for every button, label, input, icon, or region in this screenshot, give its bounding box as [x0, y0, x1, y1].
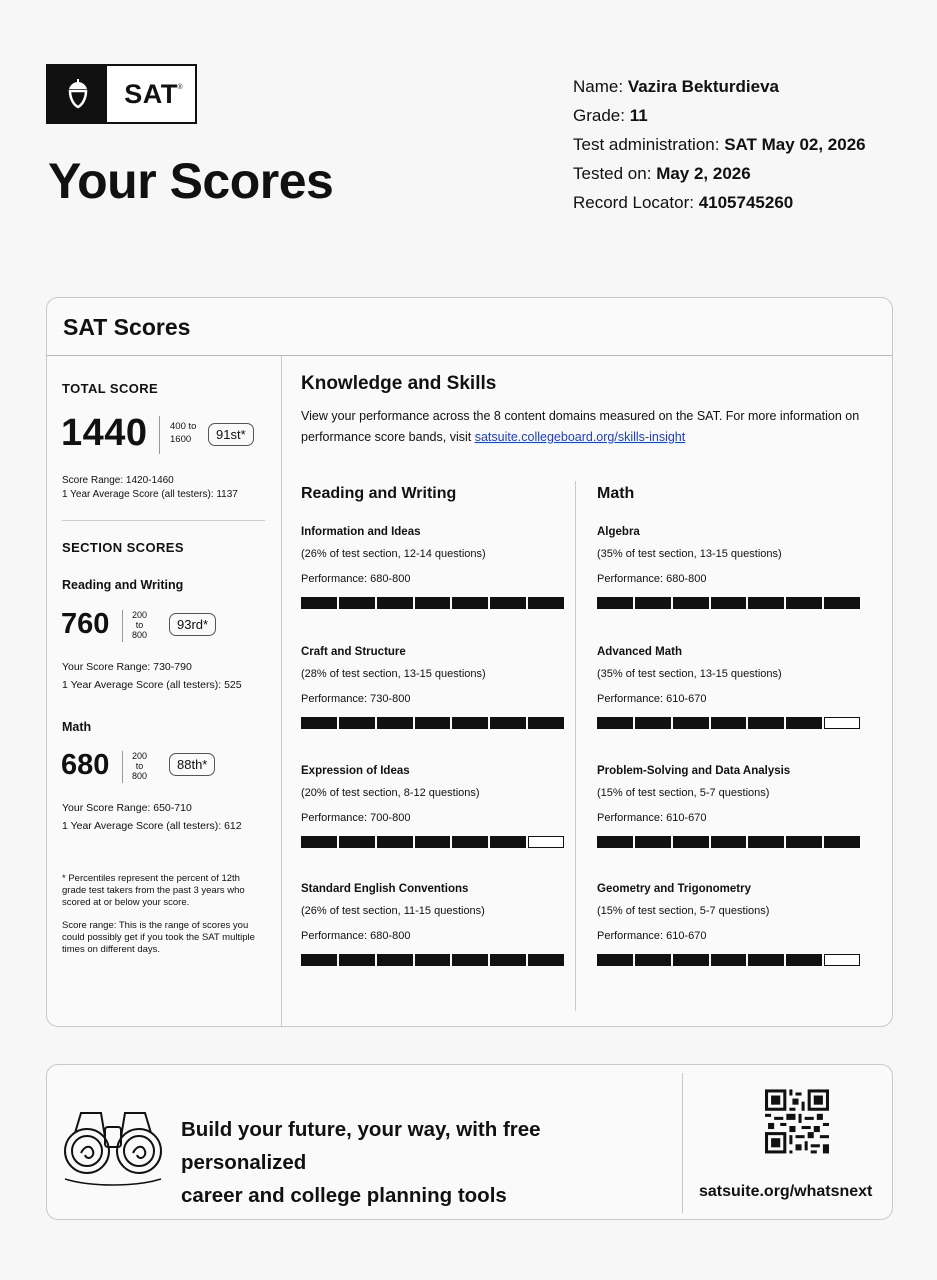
acorn-icon — [48, 66, 107, 122]
reading-writing-percentile-badge: 93rd* — [169, 613, 216, 636]
reading-writing-average: 1 Year Average Score (all testers): 525 — [62, 679, 242, 691]
math-percentile-badge: 88th* — [169, 753, 215, 776]
bar-segment-filled — [711, 836, 747, 848]
bar-segment-filled — [786, 836, 822, 848]
performance-bar — [301, 836, 564, 848]
domain-block — [301, 765, 571, 848]
bar-segment-filled — [673, 954, 709, 966]
sat-wordmark: SAT ® — [124, 78, 183, 109]
math-score-range: Your Score Range: 650-710 — [62, 802, 192, 814]
domain-weight: (35% of test section, 13-15 questions) — [597, 548, 782, 560]
math-domains-title: Math — [597, 485, 635, 502]
bar-segment-filled — [635, 717, 671, 729]
total-score-scale: 400 to 1600 — [170, 421, 197, 445]
domain-performance: Performance: 680-800 — [301, 573, 411, 585]
bar-segment-filled — [673, 597, 709, 609]
bar-segment-filled — [377, 954, 413, 966]
total-percentile-badge: 91st* — [208, 423, 254, 446]
performance-bar — [597, 597, 860, 609]
bar-segment-filled — [528, 717, 564, 729]
bar-segment-empty — [528, 836, 564, 848]
card-title: SAT Scores — [63, 314, 191, 340]
domain-block — [597, 883, 867, 966]
bar-segment-filled — [415, 836, 451, 848]
bar-segment-filled — [748, 717, 784, 729]
bar-segment-filled — [452, 717, 488, 729]
bar-segment-filled — [711, 597, 747, 609]
bar-segment-filled — [339, 954, 375, 966]
whatsnext-link[interactable]: satsuite.org/whatsnext — [699, 1183, 873, 1200]
percentile-footnote: * Percentiles represent the percent of 12th grade test takers from the past 3 years who scored at or below your score. — [62, 873, 245, 908]
bar-segment-filled — [377, 836, 413, 848]
bar-segment-filled — [452, 954, 488, 966]
bar-segment-filled — [301, 597, 337, 609]
bar-segment-filled — [301, 836, 337, 848]
math-score: 680 — [61, 749, 110, 781]
bar-segment-filled — [786, 597, 822, 609]
domain-performance: Performance: 610-670 — [597, 693, 707, 705]
divider — [682, 1073, 683, 1213]
bar-segment-filled — [452, 836, 488, 848]
bar-segment-filled — [597, 717, 633, 729]
domain-performance: Performance: 700-800 — [301, 812, 411, 824]
domain-weight: (20% of test section, 8-12 questions) — [301, 787, 480, 799]
domain-weight: (28% of test section, 13-15 questions) — [301, 668, 486, 680]
domain-performance: Performance: 680-800 — [301, 930, 411, 942]
divider — [281, 356, 282, 1027]
binoculars-icon — [61, 1093, 165, 1188]
domain-weight: (26% of test section, 11-15 questions) — [301, 905, 485, 917]
sat-scores-card — [46, 297, 893, 1027]
domain-name: Standard English Conventions — [301, 883, 469, 895]
bar-segment-filled — [490, 836, 526, 848]
bar-segment-empty — [824, 954, 860, 966]
bar-segment-filled — [635, 836, 671, 848]
math-scale: 200 to 800 — [132, 751, 148, 781]
bar-segment-filled — [597, 597, 633, 609]
bar-segment-filled — [597, 954, 633, 966]
domain-name: Expression of Ideas — [301, 765, 410, 777]
qr-code-icon[interactable] — [765, 1089, 829, 1163]
domain-name: Algebra — [597, 526, 640, 538]
domain-weight: (15% of test section, 5-7 questions) — [597, 905, 770, 917]
bar-segment-filled — [673, 836, 709, 848]
bar-segment-filled — [377, 717, 413, 729]
domain-weight: (26% of test section, 12-14 questions) — [301, 548, 486, 560]
bar-segment-filled — [748, 597, 784, 609]
bar-segment-filled — [415, 597, 451, 609]
bar-segment-filled — [748, 954, 784, 966]
bar-segment-filled — [339, 717, 375, 729]
reading-writing-domains-title: Reading and Writing — [301, 485, 457, 502]
divider — [122, 751, 123, 783]
bar-segment-filled — [824, 597, 860, 609]
total-score-range: Score Range: 1420-1460 — [62, 475, 174, 486]
math-label: Math — [62, 720, 92, 734]
divider — [62, 520, 265, 521]
domain-weight: (15% of test section, 5-7 questions) — [597, 787, 770, 799]
reading-writing-scale: 200 to 800 — [132, 610, 148, 640]
performance-bar — [301, 717, 564, 729]
performance-bar — [597, 954, 860, 966]
reading-writing-score-range: Your Score Range: 730-790 — [62, 661, 192, 673]
planning-tools-promo — [46, 1064, 893, 1220]
bar-segment-filled — [673, 717, 709, 729]
skills-insight-link[interactable]: satsuite.collegeboard.org/skills-insight — [474, 430, 686, 444]
bar-segment-filled — [635, 954, 671, 966]
domain-performance: Performance: 730-800 — [301, 693, 411, 705]
domain-performance: Performance: 680-800 — [597, 573, 707, 585]
divider — [159, 416, 160, 454]
performance-bar — [597, 717, 860, 729]
bar-segment-filled — [786, 717, 822, 729]
domain-performance: Performance: 610-670 — [597, 930, 707, 942]
student-grade-row: Grade: 11 — [573, 106, 648, 125]
bar-segment-filled — [748, 836, 784, 848]
reading-writing-score: 760 — [61, 608, 110, 640]
total-score-value: 1440 — [61, 412, 148, 454]
performance-bar — [301, 597, 564, 609]
domain-performance: Performance: 610-670 — [597, 812, 707, 824]
total-average-score: 1 Year Average Score (all testers): 1137 — [62, 489, 238, 500]
bar-segment-filled — [415, 717, 451, 729]
bar-segment-filled — [377, 597, 413, 609]
knowledge-skills-title: Knowledge and Skills — [301, 373, 497, 394]
student-name-row: Name: Vazira Bekturdieva — [573, 77, 780, 96]
page-title: Your Scores — [48, 153, 334, 209]
total-score-label: TOTAL SCORE — [62, 381, 159, 396]
domain-block — [597, 765, 867, 848]
domain-name: Problem-Solving and Data Analysis — [597, 765, 791, 777]
domain-name: Information and Ideas — [301, 526, 421, 538]
domain-block — [301, 646, 571, 729]
domain-block — [301, 883, 571, 966]
student-info — [573, 72, 866, 217]
bar-segment-filled — [711, 954, 747, 966]
bar-segment-empty — [824, 717, 860, 729]
domain-block — [301, 526, 571, 609]
bar-segment-filled — [301, 717, 337, 729]
divider — [122, 610, 123, 642]
bar-segment-filled — [635, 597, 671, 609]
domain-block — [597, 646, 867, 729]
bar-segment-filled — [528, 954, 564, 966]
bar-segment-filled — [711, 717, 747, 729]
bar-segment-filled — [597, 836, 633, 848]
score-range-footnote: Score range: This is the range of scores you could possibly get if you took the SAT multiple times on different days. — [62, 920, 255, 955]
bar-segment-filled — [528, 597, 564, 609]
test-administration-row: Test administration: SAT May 02, 2026 — [573, 135, 866, 154]
bar-segment-filled — [415, 954, 451, 966]
domain-name: Geometry and Trigonometry — [597, 883, 752, 895]
performance-bar — [301, 954, 564, 966]
math-average: 1 Year Average Score (all testers): 612 — [62, 820, 242, 832]
bar-segment-filled — [301, 954, 337, 966]
bar-segment-filled — [490, 954, 526, 966]
sat-logo — [46, 64, 197, 124]
domain-name: Advanced Math — [597, 646, 682, 658]
record-locator-row: Record Locator: 4105745260 — [573, 193, 794, 212]
domain-block — [597, 526, 867, 609]
bar-segment-filled — [490, 597, 526, 609]
tested-on-row: Tested on: May 2, 2026 — [573, 164, 751, 183]
performance-bar — [597, 836, 860, 848]
bar-segment-filled — [452, 597, 488, 609]
domain-weight: (35% of test section, 13-15 questions) — [597, 668, 782, 680]
bar-segment-filled — [339, 836, 375, 848]
knowledge-skills-description: View your performance across the 8 content domains measured on the SAT. For more information on performance score bands, visit satsuite.collegeboard.org/skills-insight — [301, 409, 860, 444]
section-scores-label: SECTION SCORES — [62, 540, 184, 555]
promo-headline: Build your future, your way, with free personalized career and college planning tools — [181, 1118, 541, 1207]
bar-segment-filled — [824, 836, 860, 848]
divider — [575, 481, 576, 1011]
divider — [47, 355, 892, 356]
bar-segment-filled — [490, 717, 526, 729]
bar-segment-filled — [786, 954, 822, 966]
reading-writing-label: Reading and Writing — [62, 578, 184, 592]
domain-name: Craft and Structure — [301, 646, 406, 658]
bar-segment-filled — [339, 597, 375, 609]
